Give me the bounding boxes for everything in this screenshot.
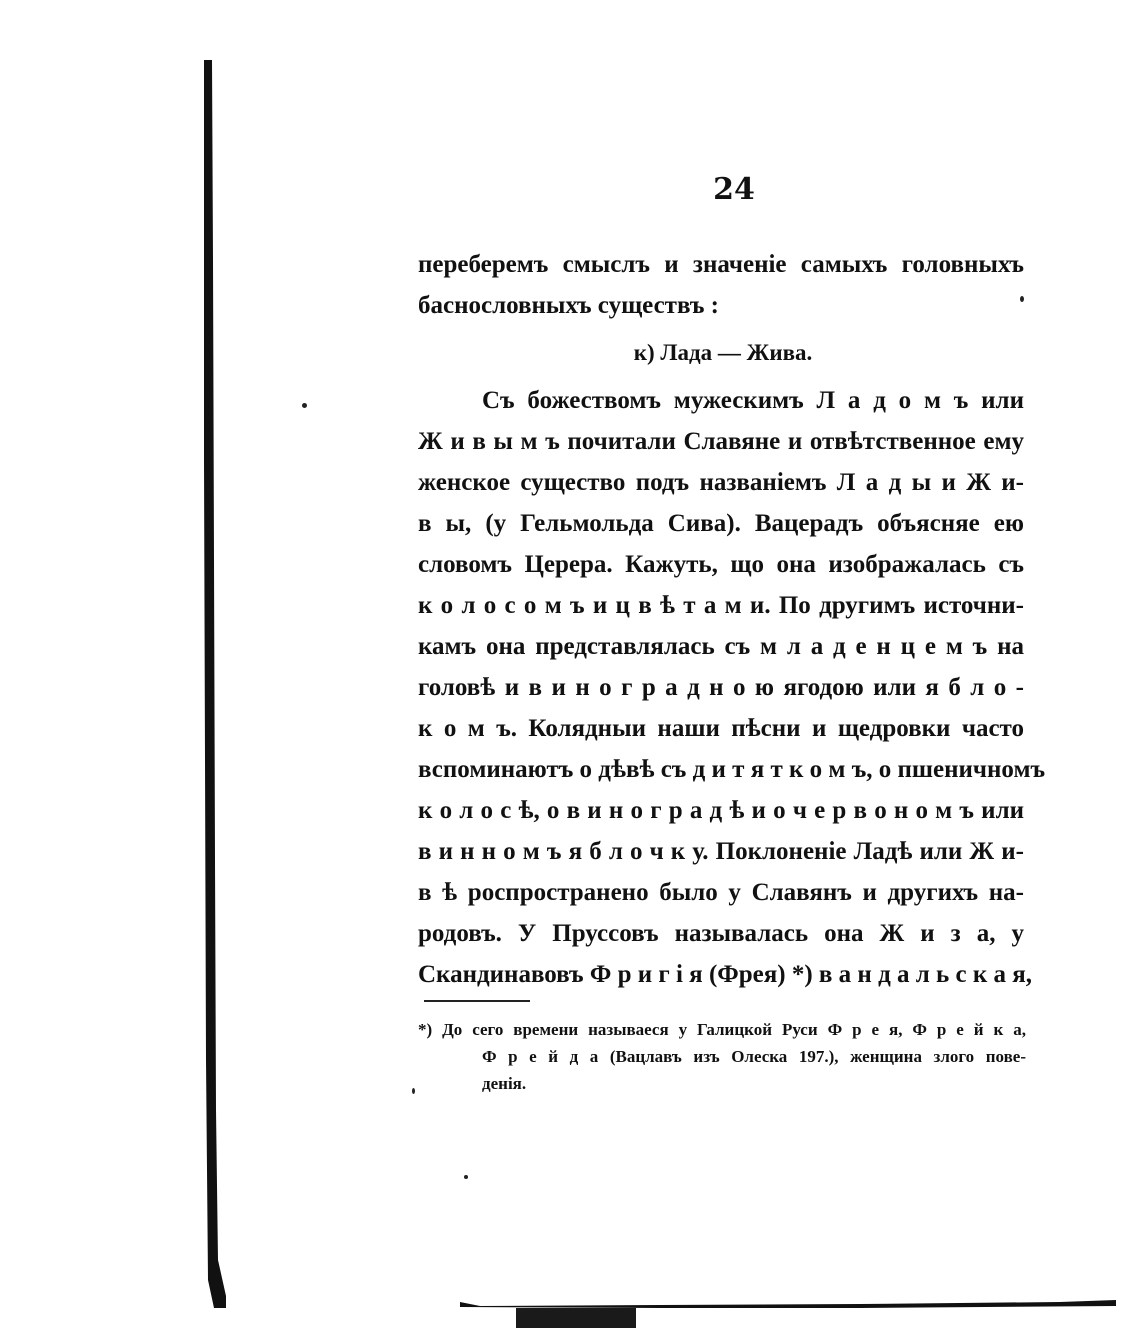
text-line: женское существо подъ названіемъ Л а д ы и Ж и- — [418, 469, 1024, 496]
section-heading: к) Лада — Жива. — [633, 340, 813, 365]
text-line: Ж и в ы м ъ почитали Славяне и отвѣтственное ему — [418, 428, 1024, 455]
scan-speck — [412, 1088, 415, 1094]
footnote — [418, 1016, 1026, 1097]
text-line: к о м ъ. Колядныи наши пѣсни и щедровки часто — [418, 715, 1024, 742]
footnote-line: *) До сего времени называеся у Галицкой Руси Ф р е я, Ф р е й к а, — [418, 1020, 1026, 1039]
text-line: к о л о с о м ъ и ц в ѣ т а м и. По другимъ источни- — [418, 592, 1024, 619]
text-line: в ы, (у Гельмольда Сива). Вацерадъ объясняе ею — [418, 510, 1024, 537]
text-line: в и н н о м ъ я б л о ч к у. Поклоненіе Ладѣ или Ж и- — [418, 838, 1024, 865]
scan-speck — [464, 1175, 468, 1179]
scan-speck — [302, 403, 307, 408]
text-line: головѣ и в и н о г р а д н о ю ягодою или я б л о - — [418, 674, 1024, 701]
text-line: в ѣ роспространено было у Славянъ и другихъ на- — [418, 879, 1024, 906]
footnote-line: денія. — [482, 1074, 527, 1093]
binding-edge-shape — [200, 60, 226, 1310]
text-line: вспоминаютъ о дѣвѣ съ д и т я т к о м ъ, о пшеничномъ — [418, 756, 1046, 783]
bottom-scan-block — [516, 1308, 636, 1328]
text-line: баснословныхъ существъ : — [418, 292, 719, 319]
footnote-line: Ф р е й д а (Вацлавъ изъ Олеска 197.), женщина злого пове- — [482, 1047, 1026, 1066]
page-number: 24 — [713, 172, 755, 207]
text-line: родовъ. У Пруссовъ называлась она Ж и з а, у — [418, 920, 1024, 947]
text-line: словомъ Церера. Кажуть, що она изображалась съ — [418, 551, 1024, 578]
footnote-divider — [424, 1000, 530, 1002]
main-text — [418, 244, 1046, 995]
text-line: к о л о с ѣ, о в и н о г р а д ѣ и о ч е р в о н о м ъ или — [418, 797, 1024, 824]
text-line: Скандинавовъ Ф р и г і я (Фрея) *) в а н д а л ь с к а я, — [418, 961, 1033, 988]
text-line: камъ она представлялась съ м л а д е н ц е м ъ на — [418, 633, 1024, 660]
text-line: Съ божествомъ мужескимъ Л а д о м ъ или — [482, 387, 1024, 414]
binding-edge — [200, 60, 226, 1310]
text-line: переберемъ смыслъ и значеніе самыхъ головныхъ — [418, 251, 1024, 278]
